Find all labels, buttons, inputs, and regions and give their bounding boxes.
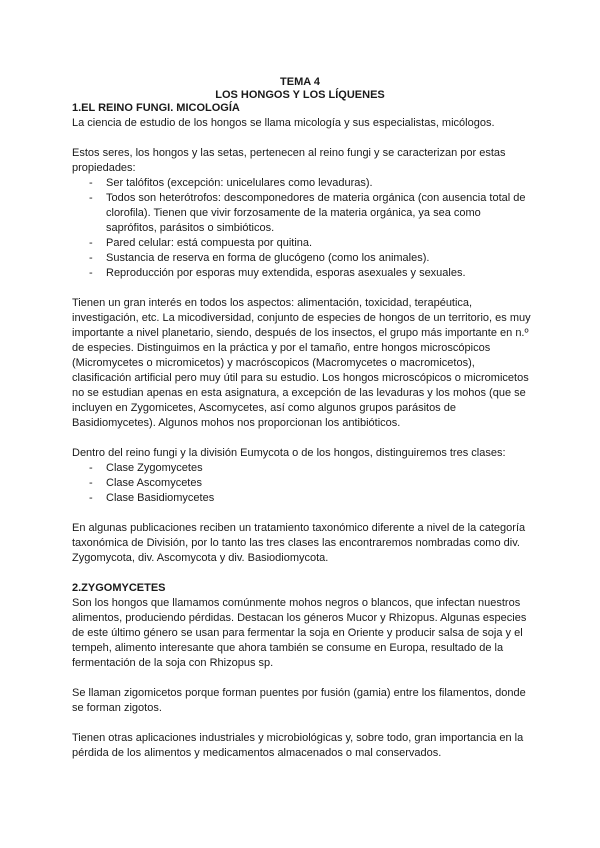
spacer (72, 716, 532, 731)
list-item: - Todos son heterótrofos: descomponedores de materia orgánica (con ausencia total de clorofila). Tienen que vivir forzosamente de la materia orgánica, ya sea como saprófitos, parásitos o simbióticos. (72, 191, 532, 236)
document-subtitle: LOS HONGOS Y LOS LÍQUENES (215, 89, 385, 101)
spacer (72, 566, 532, 581)
classes-list (72, 461, 532, 506)
properties-list (72, 176, 532, 281)
list-item: - Pared celular: está compuesta por quitina. (72, 236, 532, 251)
spacer (72, 506, 532, 521)
properties-intro: Estos seres, los hongos y las setas, pertenecen al reino fungi y se caracterizan por estas propiedades: (72, 147, 506, 174)
list-item: - Clase Basidiomycetes (72, 491, 532, 506)
list-item: - Clase Zygomycetes (72, 461, 532, 476)
spacer (72, 431, 532, 446)
tema-title: TEMA 4 (280, 76, 320, 88)
section1-heading: 1.EL REINO FUNGI. MICOLOGÍA (72, 102, 240, 114)
spacer (72, 131, 532, 146)
zygomycetes-paragraph-2: Se llaman zigomicetos porque forman puentes por fusión (gamia) entre los filamentos, donde se forman zigotos. (72, 687, 526, 714)
spacer (72, 671, 532, 686)
list-item: - Ser talófitos (excepción: unicelulares como levaduras). (72, 176, 532, 191)
spacer (72, 281, 532, 296)
zygomycetes-paragraph-3: Tienen otras aplicaciones industriales y microbiológicas y, sobre todo, gran importancia en la pérdida de los alimentos y medicamentos almacenados o mal conservados. (72, 732, 524, 759)
section1-intro: La ciencia de estudio de los hongos se llama micología y sus especialistas, micólogos. (72, 117, 495, 129)
publications-paragraph: En algunas publicaciones reciben un tratamiento taxonómico diferente a nivel de la categoría taxonómica de División, por lo tanto las tres clases las encontraremos nombradas como div. Zygomycota, div. Ascomycota y div. Basiodiomycota. (72, 522, 526, 564)
list-item: - Clase Ascomycetes (72, 476, 532, 491)
list-item: - Reproducción por esporas muy extendida, esporas asexuales y sexuales. (72, 266, 532, 281)
document-body (72, 101, 532, 761)
section2-heading: 2.ZYGOMYCETES (72, 582, 166, 594)
interest-paragraph: Tienen un gran interés en todos los aspectos: alimentación, toxicidad, terapéutica, investigación, etc. La micodiversidad, conjunto de especies de hongos de un territorio, es muy importante a nivel planetario, siendo, después de los insectos, el grupo más importante en n.º de especies. Distinguimos en la práctica y por el tamaño, entre hongos microscópicos (Micromycetes o micromicetos) y macróscopicos (Macromycetes o macromicetos), clasificación artificial pero muy útil para su estudio. Los hongos microscópicos o micromicetos no se estudian apenas en esta asignatura, a excepción de las levaduras y los mohos (que se incluyen en Zygomicetes, Ascomycetes, así como algunos grupos parásitos de Basidiomycetes). Algunos mohos nos proporcionan los antibióticos. (72, 297, 531, 429)
list-item: - Sustancia de reserva en forma de glucógeno (como los animales). (72, 251, 532, 266)
zygomycetes-paragraph-1: Son los hongos que llamamos comúnmente mohos negros o blancos, que infectan nuestros alimentos, produciendo pérdidas. Destacan los géneros Mucor y Rhizopus. Algunas especies de este último género se usan para fermentar la soja en Oriente y producir salsa de soja y el tempeh, alimento interesante que ahora también se consume en Europa, resultado de la fermentación de la soja con Rhizopus sp. (72, 597, 527, 669)
classes-intro: Dentro del reino fungi y la división Eumycota o de los hongos, distinguiremos tres clases: (72, 447, 506, 459)
